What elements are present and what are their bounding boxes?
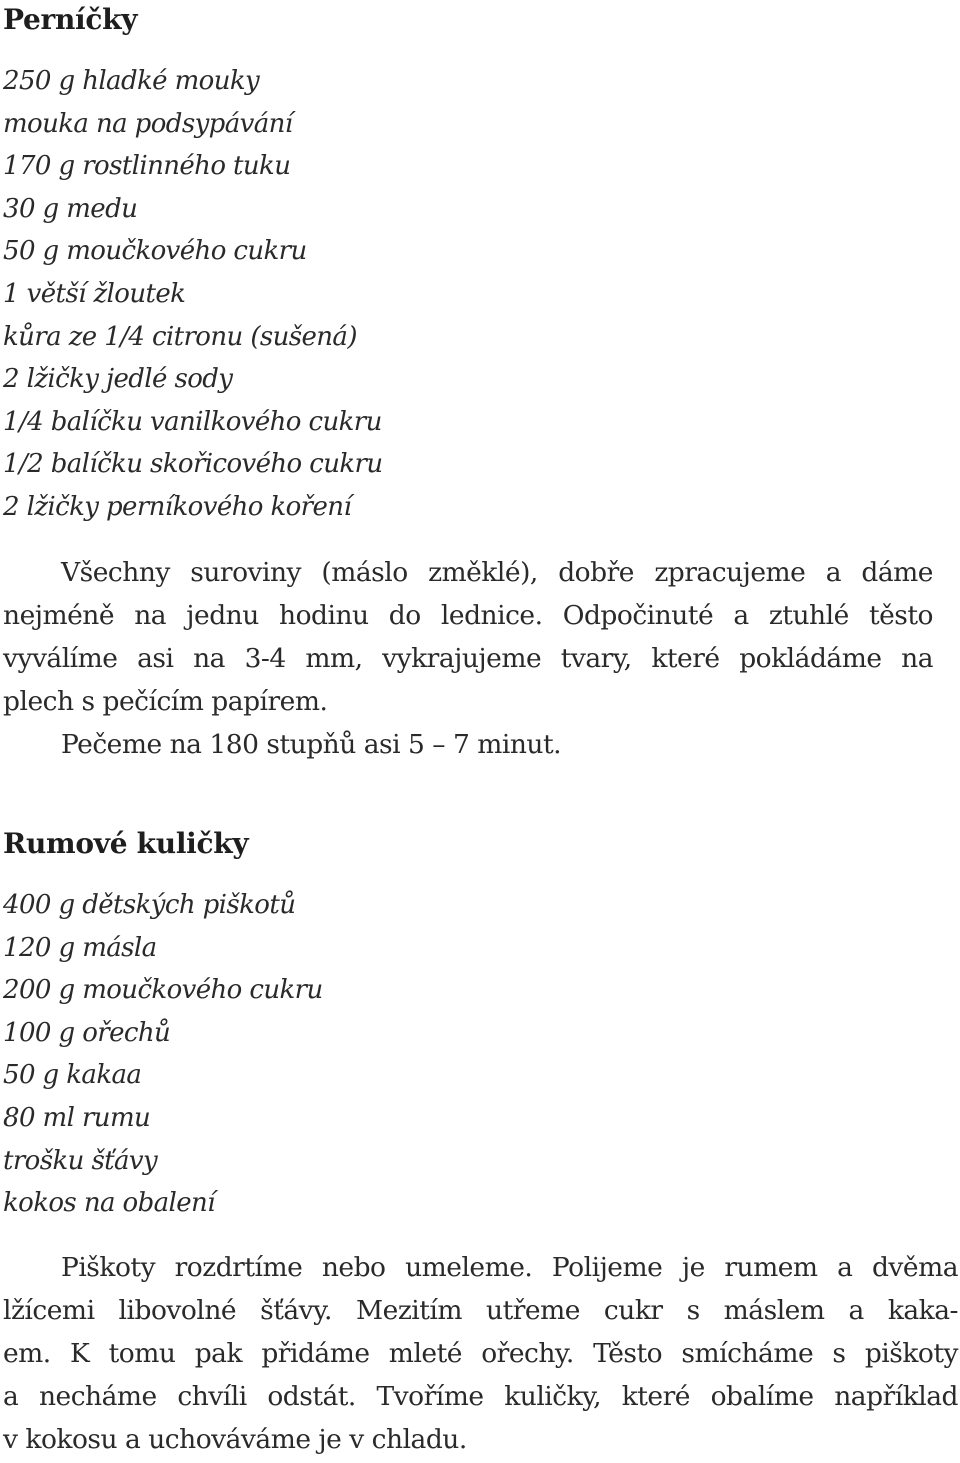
ingredient-list-rumove-kulicky: [3, 884, 323, 1225]
ingredient-item: 400 g dětských piškotů: [3, 890, 296, 920]
method-line: a necháme chvíli odstát. Tvoříme kuličky, které obalíme například: [3, 1381, 958, 1412]
ingredient-item: 170 g rostlinného tuku: [3, 151, 291, 182]
ingredient-item: 50 g kakaa: [3, 1060, 142, 1091]
method-line: lžícemi libovolné šťávy. Mezitím utřeme cukr s máslem a kaka-: [3, 1295, 958, 1326]
ingredient-item: mouka na podsypávání: [3, 108, 293, 139]
method-line: nejméně na jednu hodinu do lednice. Odpočinuté a ztuhlé těsto: [3, 600, 933, 631]
method-text-rumove-kulicky: [3, 1246, 958, 1461]
ingredient-item: 120 g másla: [3, 932, 157, 963]
ingredient-item: 1 větší žloutek: [3, 278, 186, 309]
ingredient-item: trošku šťávy: [3, 1145, 158, 1176]
ingredient-item: 80 ml rumu: [3, 1102, 151, 1133]
ingredient-item: 2 lžičky perníkového koření: [3, 491, 352, 522]
method-line: v kokosu a uchováváme je v chladu.: [3, 1424, 467, 1455]
ingredient-item: 50 g moučkového cukru: [3, 236, 307, 267]
ingredient-item: 200 g moučkového cukru: [3, 975, 323, 1006]
ingredient-item: 30 g medu: [3, 193, 138, 224]
ingredient-item: 1/2 balíčku skořicového cukru: [3, 449, 383, 480]
ingredient-item: 2 lžičky jedlé sody: [3, 364, 233, 395]
method-line: Pečeme na 180 stupňů asi 5 – 7 minut.: [61, 729, 562, 760]
ingredient-item: 250 g hladké mouky: [3, 66, 260, 96]
method-line: plech s pečícím papírem.: [3, 686, 328, 717]
method-line: vyválíme asi na 3-4 mm, vykrajujeme tvary, které pokládáme na: [3, 643, 933, 674]
recipe-title-pernicky: Perníčky: [3, 3, 138, 36]
ingredient-list-pernicky: [3, 60, 383, 529]
ingredient-item: kůra ze 1/4 citronu (sušená): [3, 321, 357, 352]
method-text-pernicky: [3, 551, 933, 766]
ingredient-item: 1/4 balíčku vanilkového cukru: [3, 406, 382, 437]
recipe-title-rumove-kulicky: Rumové kuličky: [3, 827, 249, 860]
ingredient-item: kokos na obalení: [3, 1188, 215, 1219]
method-line: Všechny suroviny (máslo změklé), dobře zpracujeme a dáme: [61, 557, 933, 588]
method-line: em. K tomu pak přidáme mleté ořechy. Těsto smícháme s piškoty: [3, 1338, 958, 1369]
ingredient-item: 100 g ořechů: [3, 1017, 171, 1048]
method-line: Piškoty rozdrtíme nebo umeleme. Polijeme je rumem a dvěma: [61, 1252, 958, 1283]
